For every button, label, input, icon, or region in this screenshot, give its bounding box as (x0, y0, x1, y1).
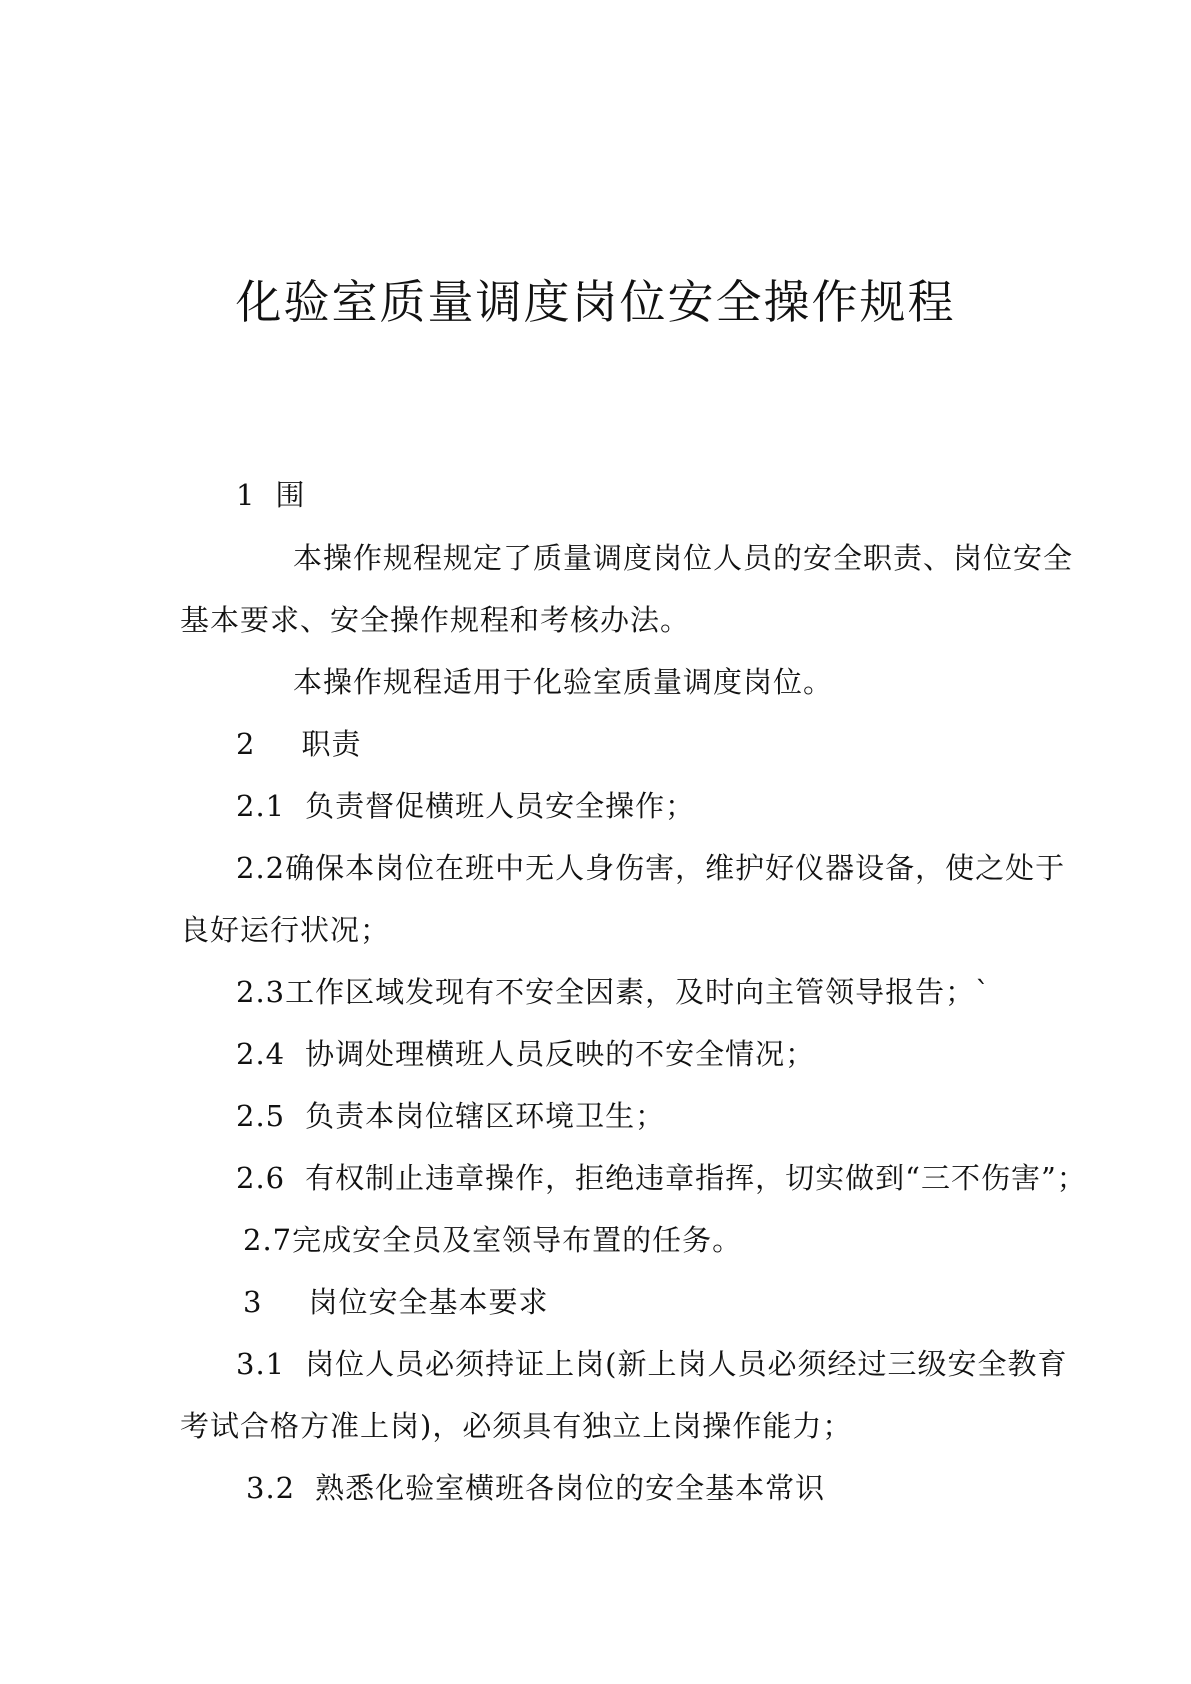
clause-item (236, 848, 1065, 888)
section-heading-basic-requirements (243, 1282, 548, 1322)
section-number: 3 (243, 1285, 263, 1319)
clause-number: 2.5 (236, 1099, 286, 1133)
document-title: 化验室质量调度岗位安全操作规程 (235, 275, 956, 329)
clause-item (236, 786, 695, 826)
clause-item (236, 1096, 665, 1136)
clause-number: 2.3 (236, 975, 286, 1009)
clause-item (243, 1220, 742, 1260)
clause-number: 2.7 (243, 1223, 293, 1257)
clause-text: 负责本岗位辖区环境卫生； (305, 1099, 666, 1133)
clause-item (246, 1468, 825, 1508)
clause-text: 工作区域发现有不安全因素，及时向主管领导报告；` (285, 975, 991, 1009)
clause-item (236, 1034, 815, 1074)
clause-text: 协调处理横班人员反映的不安全情况； (305, 1037, 816, 1071)
clause-text: 有权制止违章操作，拒绝违章指挥，切实做到“三不伤害”； (305, 1161, 1087, 1195)
section-heading-duties (236, 724, 361, 764)
clause-number: 3.1 (236, 1347, 286, 1381)
section-number: 2 (236, 727, 256, 761)
clause-text: 完成安全员及室领导布置的任务。 (292, 1223, 743, 1257)
paragraph-line: 本操作规程适用于化验室质量调度岗位。 (293, 665, 834, 699)
clause-number: 3.2 (246, 1471, 296, 1505)
section-title: 围 (275, 478, 306, 512)
paragraph-line: 考试合格方准上岗)，必须具有独立上岗操作能力； (180, 1409, 853, 1443)
clause-item (236, 1158, 1087, 1198)
paragraph-line: 良好运行状况； (180, 913, 391, 947)
section-number: 1 (236, 478, 256, 512)
clause-number: 2.4 (236, 1037, 286, 1071)
clause-item (236, 1344, 1067, 1384)
section-title: 岗位安全基本要求 (308, 1285, 549, 1319)
section-title: 职责 (301, 727, 362, 761)
clause-text: 负责督促横班人员安全操作； (305, 789, 696, 823)
clause-text: 岗位人员必须持证上岗(新上岗人员必须经过三级安全教育 (305, 1347, 1068, 1381)
clause-text: 熟悉化验室横班各岗位的安全基本常识 (315, 1471, 826, 1505)
clause-number: 2.2 (236, 851, 286, 885)
paragraph-line: 本操作规程规定了质量调度岗位人员的安全职责、岗位安全 (293, 541, 1074, 575)
clause-number: 2.1 (236, 789, 286, 823)
clause-number: 2.6 (236, 1161, 286, 1195)
section-heading-scope (236, 475, 305, 515)
clause-item (236, 972, 991, 1012)
clause-text: 确保本岗位在班中无人身伤害，维护好仪器设备，使之处于 (285, 851, 1066, 885)
paragraph-line: 基本要求、安全操作规程和考核办法。 (180, 603, 691, 637)
